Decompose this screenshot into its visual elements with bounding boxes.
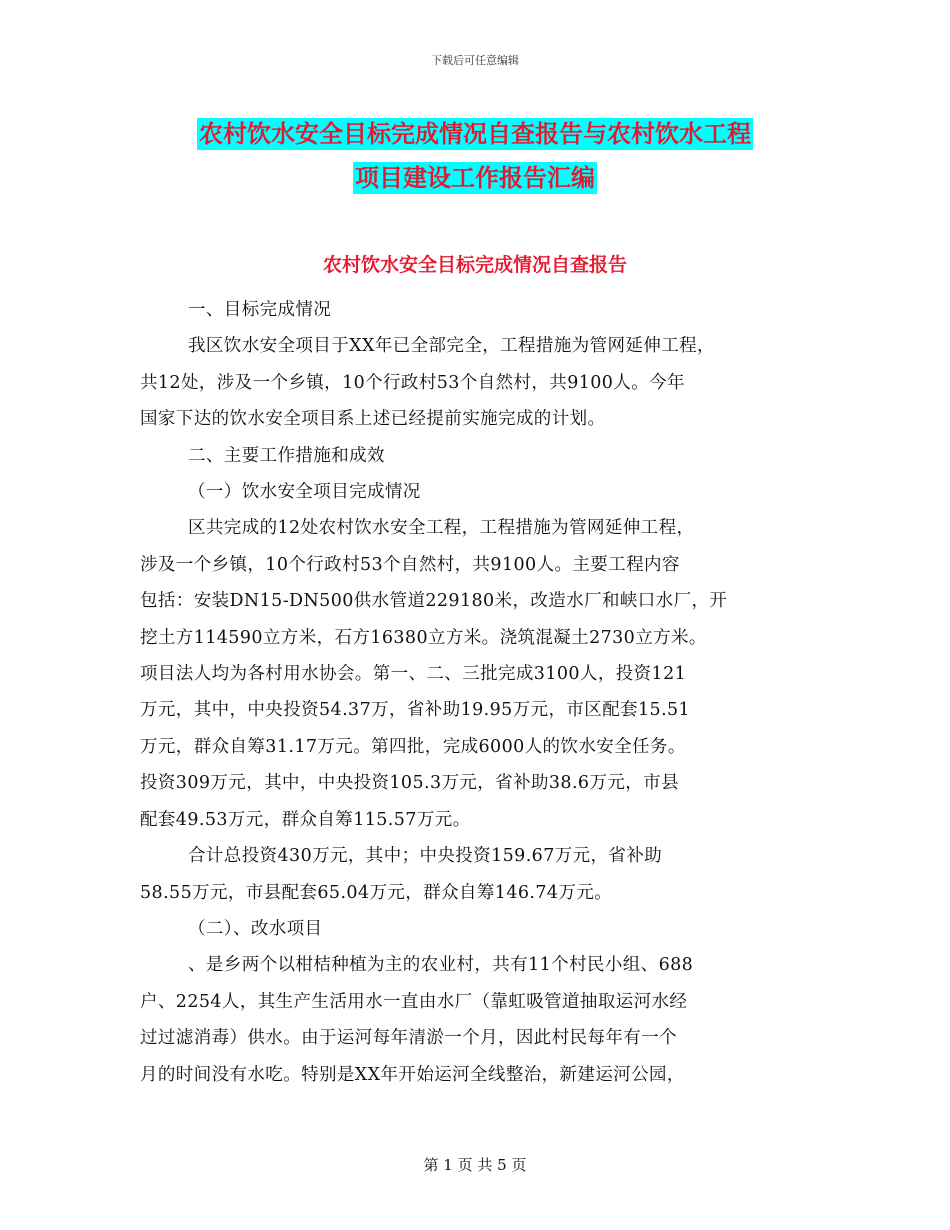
- paragraph-line: 项目法人均为各村用水协会。第一、二、三批完成3100人，投资121: [140, 664, 687, 685]
- paragraph-line: 挖土方114590立方米，石方16380立方米。浇筑混凝土2730立方米。: [140, 627, 707, 648]
- paragraph-line: 过过滤消毒）供水。由于运河每年清淤一个月，因此村民每年有一个: [140, 1028, 677, 1049]
- paragraph-line: 区共完成的12处农村饮水安全工程，工程措施为管网延伸工程，: [188, 518, 695, 539]
- document-body: [140, 292, 808, 1093]
- document-title-line-1-text: 农村饮水安全目标完成情况自查报告与农村饮水工程: [199, 120, 751, 148]
- paragraph-line: 国家下达的饮水安全项目系上述已经提前实施完成的计划。: [140, 409, 606, 430]
- paragraph-line: 户、2254人，其生产生活用水一直由水厂（靠虹吸管道抽取运河水经: [140, 991, 688, 1012]
- paragraph-line: 、是乡两个以柑桔种植为主的农业村，共有11个村民小组、688: [188, 955, 694, 976]
- paragraph-line: 万元，其中，中央投资54.37万，省补助19.95万元，市区配套15.51: [140, 700, 691, 721]
- subheading-1: （一）饮水安全项目完成情况: [188, 482, 421, 503]
- paragraph-line: 我区饮水安全项目于XX年已全部完全，工程措施为管网延伸工程，: [188, 336, 715, 357]
- paragraph-line: 月的时间没有水吃。特别是XX年开始运河全线整治，新建运河公园，: [140, 1064, 685, 1085]
- document-title-line-1: [0, 114, 950, 149]
- document-title-line-2-text: 项目建设工作报告汇编: [355, 164, 595, 192]
- paragraph-line: 万元，群众自筹31.17万元。第四批，完成6000人的饮水安全任务。: [140, 736, 686, 757]
- paragraph-line: 投资309万元，其中，中央投资105.3万元，省补助38.6万元，市县: [140, 773, 679, 794]
- document-title-line-2: [0, 158, 950, 193]
- heading-1: 一、目标完成情况: [188, 300, 332, 320]
- subheading-2: （二）、改水项目: [188, 918, 323, 939]
- page-header-note: 下载后可任意编辑: [431, 54, 519, 67]
- paragraph-line: 包括：安装DN15-DN500供水管道229180米，改造水厂和峡口水厂，开: [140, 591, 728, 612]
- paragraph-line: 58.55万元，市县配套65.04万元，群众自筹146.74万元。: [140, 882, 613, 903]
- section-title: 农村饮水安全目标完成情况自查报告: [322, 254, 627, 276]
- paragraph-line: 共12处，涉及一个乡镇，10个行政村53个自然村，共9100人。今年: [140, 372, 685, 393]
- heading-2: 二、主要工作措施和成效: [188, 445, 385, 466]
- paragraph-line: 配套49.53万元，群众自筹115.57万元。: [140, 809, 471, 830]
- paragraph-line: 涉及一个乡镇，10个行政村53个自然村，共9100人。主要工程内容: [140, 554, 680, 575]
- paragraph-line: 合计总投资430万元，其中；中央投资159.67万元，省补助: [188, 846, 663, 867]
- page-number: 第 1 页 共 5 页: [423, 1156, 527, 1174]
